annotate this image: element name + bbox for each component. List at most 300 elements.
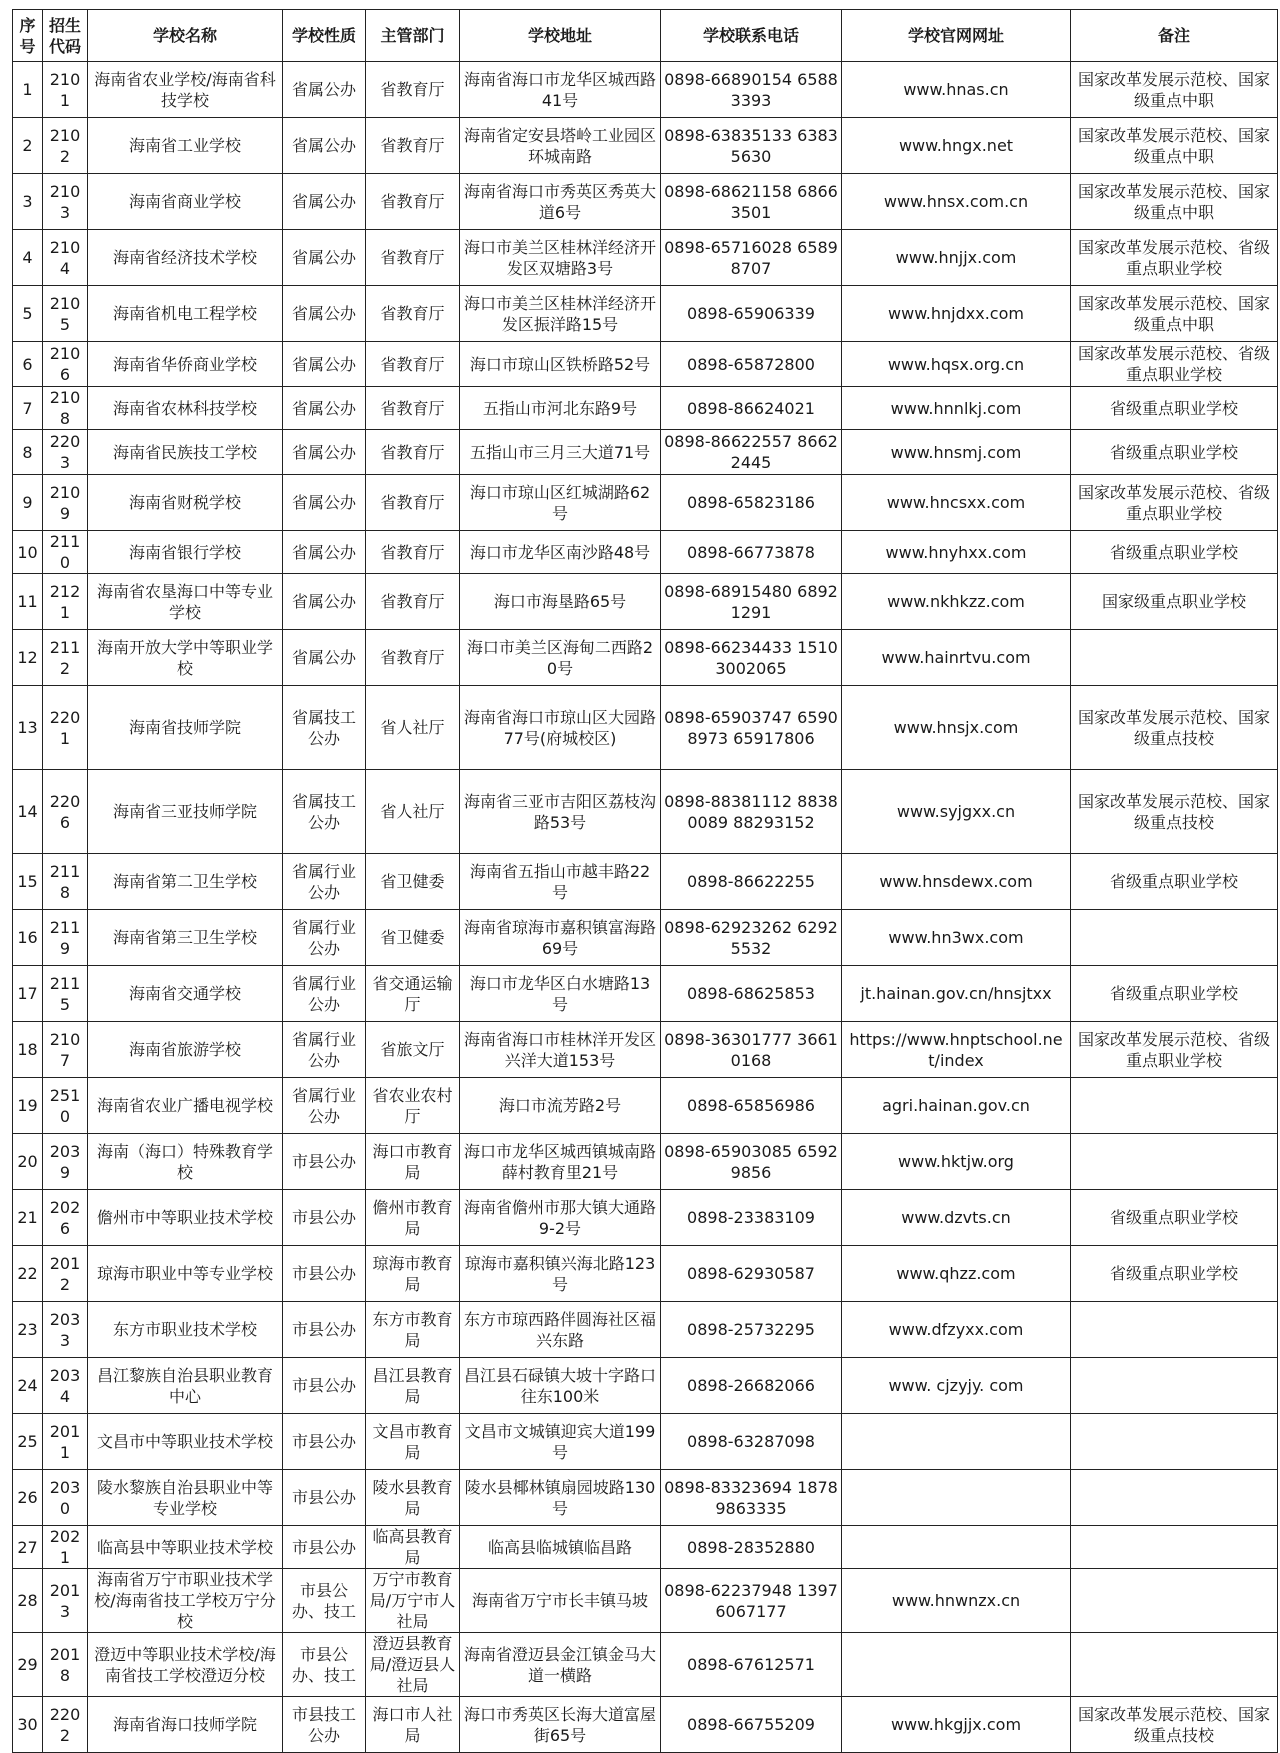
school-type-cell: 市县公办 xyxy=(283,1470,366,1526)
table-row xyxy=(13,531,1278,574)
website-cell: www.syjgxx.cn xyxy=(842,770,1071,854)
remarks-cell: 省级重点职业学校 xyxy=(1071,854,1278,910)
school-type-cell: 省属公办 xyxy=(283,230,366,286)
website-cell: www.hnsdewx.com xyxy=(842,854,1071,910)
department-cell: 省旅文厅 xyxy=(366,1022,460,1078)
table-row xyxy=(13,475,1278,531)
remarks-cell: 国家改革发展示范校、省级重点职业学校 xyxy=(1071,475,1278,531)
phone-cell: 0898-26682066 xyxy=(661,1358,842,1414)
enrollment-code-cell: 2104 xyxy=(43,230,88,286)
school-type-cell: 省属行业公办 xyxy=(283,910,366,966)
website-cell: www.hkgjjx.com xyxy=(842,1697,1071,1753)
school-name-cell: 东方市职业技术学校 xyxy=(88,1302,283,1358)
department-cell: 省教育厅 xyxy=(366,574,460,630)
website-cell: jt.hainan.gov.cn/hnsjtxx xyxy=(842,966,1071,1022)
serial-number-cell: 15 xyxy=(13,854,43,910)
department-cell: 省教育厅 xyxy=(366,630,460,686)
school-name-cell: 海南省机电工程学校 xyxy=(88,286,283,342)
remarks-cell: 国家改革发展示范校、省级重点职业学校 xyxy=(1071,1022,1278,1078)
school-type-cell: 省属公办 xyxy=(283,475,366,531)
remarks-cell: 省级重点职业学校 xyxy=(1071,1190,1278,1246)
header-phone: 学校联系电话 xyxy=(661,10,842,62)
school-name-cell: 海南省经济技术学校 xyxy=(88,230,283,286)
school-type-cell: 市县公办 xyxy=(283,1190,366,1246)
enrollment-code-cell: 2203 xyxy=(43,430,88,475)
address-cell: 海口市流芳路2号 xyxy=(460,1078,661,1134)
address-cell: 海口市琼山区红城湖路62号 xyxy=(460,475,661,531)
address-cell: 五指山市三月三大道71号 xyxy=(460,430,661,475)
address-cell: 文昌市文城镇迎宾大道199号 xyxy=(460,1414,661,1470)
table-row xyxy=(13,1302,1278,1358)
header-remarks: 备注 xyxy=(1071,10,1278,62)
enrollment-code-cell: 2119 xyxy=(43,910,88,966)
enrollment-code-cell: 2103 xyxy=(43,174,88,230)
school-type-cell: 市县公办 xyxy=(283,1302,366,1358)
phone-cell: 0898-63287098 xyxy=(661,1414,842,1470)
phone-cell: 0898-65903085 65929856 xyxy=(661,1134,842,1190)
enrollment-code-cell: 2108 xyxy=(43,387,88,430)
school-type-cell: 省属公办 xyxy=(283,531,366,574)
school-name-cell: 陵水黎族自治县职业中等专业学校 xyxy=(88,1470,283,1526)
remarks-cell xyxy=(1071,1078,1278,1134)
school-type-cell: 市县公办、技工 xyxy=(283,1569,366,1633)
website-cell: www.hnwnzx.cn xyxy=(842,1569,1071,1633)
school-name-cell: 海南省技师学院 xyxy=(88,686,283,770)
website-cell xyxy=(842,1633,1071,1697)
enrollment-code-cell: 2118 xyxy=(43,854,88,910)
remarks-cell: 省级重点职业学校 xyxy=(1071,1246,1278,1302)
department-cell: 临高县教育局 xyxy=(366,1526,460,1569)
remarks-cell: 国家改革发展示范校、国家级重点技校 xyxy=(1071,770,1278,854)
enrollment-code-cell: 2202 xyxy=(43,1697,88,1753)
website-cell: www.hnnlkj.com xyxy=(842,387,1071,430)
phone-cell: 0898-62923262 62925532 xyxy=(661,910,842,966)
remarks-cell: 国家改革发展示范校、省级重点职业学校 xyxy=(1071,342,1278,387)
school-name-cell: 海南省工业学校 xyxy=(88,118,283,174)
table-row xyxy=(13,342,1278,387)
school-name-cell: 海南省万宁市职业技术学校/海南省技工学校万宁分校 xyxy=(88,1569,283,1633)
website-cell: www.hnsjx.com xyxy=(842,686,1071,770)
remarks-cell: 国家改革发展示范校、国家级重点中职 xyxy=(1071,174,1278,230)
serial-number-cell: 27 xyxy=(13,1526,43,1569)
school-name-cell: 海南（海口）特殊教育学校 xyxy=(88,1134,283,1190)
address-cell: 海南省海口市琼山区大园路77号(府城校区) xyxy=(460,686,661,770)
department-cell: 省教育厅 xyxy=(366,286,460,342)
address-cell: 临高县临城镇临昌路 xyxy=(460,1526,661,1569)
enrollment-code-cell: 2030 xyxy=(43,1470,88,1526)
address-cell: 海口市美兰区海甸二西路20号 xyxy=(460,630,661,686)
table-row xyxy=(13,387,1278,430)
department-cell: 东方市教育局 xyxy=(366,1302,460,1358)
school-name-cell: 临高县中等职业技术学校 xyxy=(88,1526,283,1569)
department-cell: 省教育厅 xyxy=(366,430,460,475)
table-row xyxy=(13,1246,1278,1302)
remarks-cell: 国家改革发展示范校、国家级重点中职 xyxy=(1071,62,1278,118)
address-cell: 海口市美兰区桂林洋经济开发区双塘路3号 xyxy=(460,230,661,286)
table-row xyxy=(13,62,1278,118)
department-cell: 省教育厅 xyxy=(366,62,460,118)
header-address: 学校地址 xyxy=(460,10,661,62)
enrollment-code-cell: 2105 xyxy=(43,286,88,342)
serial-number-cell: 13 xyxy=(13,686,43,770)
enrollment-code-cell: 2012 xyxy=(43,1246,88,1302)
address-cell: 海南省琼海市嘉积镇富海路69号 xyxy=(460,910,661,966)
school-name-cell: 文昌市中等职业技术学校 xyxy=(88,1414,283,1470)
address-cell: 海南省三亚市吉阳区荔枝沟路53号 xyxy=(460,770,661,854)
serial-number-cell: 1 xyxy=(13,62,43,118)
enrollment-code-cell: 2021 xyxy=(43,1526,88,1569)
remarks-cell xyxy=(1071,1569,1278,1633)
serial-number-cell: 5 xyxy=(13,286,43,342)
serial-number-cell: 2 xyxy=(13,118,43,174)
school-type-cell: 市县公办、技工 xyxy=(283,1633,366,1697)
school-type-cell: 省属技工公办 xyxy=(283,770,366,854)
school-name-cell: 海南省财税学校 xyxy=(88,475,283,531)
remarks-cell: 省级重点职业学校 xyxy=(1071,387,1278,430)
serial-number-cell: 9 xyxy=(13,475,43,531)
enrollment-code-cell: 2033 xyxy=(43,1302,88,1358)
table-row xyxy=(13,686,1278,770)
school-name-cell: 海南省农业学校/海南省科技学校 xyxy=(88,62,283,118)
address-cell: 海口市海垦路65号 xyxy=(460,574,661,630)
department-cell: 琼海市教育局 xyxy=(366,1246,460,1302)
school-type-cell: 市县公办 xyxy=(283,1358,366,1414)
department-cell: 省教育厅 xyxy=(366,174,460,230)
table-row xyxy=(13,230,1278,286)
remarks-cell: 国家改革发展示范校、国家级重点技校 xyxy=(1071,1697,1278,1753)
enrollment-code-cell: 2115 xyxy=(43,966,88,1022)
phone-cell: 0898-66755209 xyxy=(661,1697,842,1753)
school-type-cell: 省属公办 xyxy=(283,62,366,118)
enrollment-code-cell: 2110 xyxy=(43,531,88,574)
department-cell: 陵水县教育局 xyxy=(366,1470,460,1526)
phone-cell: 0898-66234433 15103002065 xyxy=(661,630,842,686)
enrollment-code-cell: 2026 xyxy=(43,1190,88,1246)
table-row xyxy=(13,1470,1278,1526)
department-cell: 省卫健委 xyxy=(366,910,460,966)
school-name-cell: 海南省第二卫生学校 xyxy=(88,854,283,910)
enrollment-code-cell: 2034 xyxy=(43,1358,88,1414)
enrollment-code-cell: 2039 xyxy=(43,1134,88,1190)
remarks-cell xyxy=(1071,1470,1278,1526)
table-header-row xyxy=(13,10,1278,62)
serial-number-cell: 8 xyxy=(13,430,43,475)
school-name-cell: 海南省农业广播电视学校 xyxy=(88,1078,283,1134)
website-cell: www.hncsxx.com xyxy=(842,475,1071,531)
phone-cell: 0898-68915480 68921291 xyxy=(661,574,842,630)
table-row xyxy=(13,430,1278,475)
address-cell: 海口市龙华区城西镇城南路薛村教育里21号 xyxy=(460,1134,661,1190)
enrollment-code-cell: 2018 xyxy=(43,1633,88,1697)
school-type-cell: 省属技工公办 xyxy=(283,686,366,770)
school-name-cell: 海南省三亚技师学院 xyxy=(88,770,283,854)
serial-number-cell: 20 xyxy=(13,1134,43,1190)
department-cell: 文昌市教育局 xyxy=(366,1414,460,1470)
website-cell: www.hainrtvu.com xyxy=(842,630,1071,686)
serial-number-cell: 14 xyxy=(13,770,43,854)
school-type-cell: 省属公办 xyxy=(283,342,366,387)
school-type-cell: 市县公办 xyxy=(283,1414,366,1470)
phone-cell: 0898-68621158 68663501 xyxy=(661,174,842,230)
address-cell: 海南省儋州市那大镇大通路9-2号 xyxy=(460,1190,661,1246)
table-row xyxy=(13,286,1278,342)
address-cell: 琼海市嘉积镇兴海北路123号 xyxy=(460,1246,661,1302)
address-cell: 海南省海口市秀英区秀英大道6号 xyxy=(460,174,661,230)
school-name-cell: 海南省农林科技学校 xyxy=(88,387,283,430)
address-cell: 五指山市河北东路9号 xyxy=(460,387,661,430)
table-row xyxy=(13,1569,1278,1633)
address-cell: 海口市龙华区南沙路48号 xyxy=(460,531,661,574)
enrollment-code-cell: 2510 xyxy=(43,1078,88,1134)
school-table-container xyxy=(12,9,1278,1753)
remarks-cell xyxy=(1071,1414,1278,1470)
department-cell: 省教育厅 xyxy=(366,118,460,174)
website-cell: www.hnjdxx.com xyxy=(842,286,1071,342)
school-type-cell: 省属公办 xyxy=(283,286,366,342)
header-website: 学校官网网址 xyxy=(842,10,1071,62)
website-cell: www.dfzyxx.com xyxy=(842,1302,1071,1358)
department-cell: 儋州市教育局 xyxy=(366,1190,460,1246)
serial-number-cell: 26 xyxy=(13,1470,43,1526)
website-cell: agri.hainan.gov.cn xyxy=(842,1078,1071,1134)
school-name-cell: 昌江黎族自治县职业教育中心 xyxy=(88,1358,283,1414)
phone-cell: 0898-86622557 86622445 xyxy=(661,430,842,475)
enrollment-code-cell: 2106 xyxy=(43,342,88,387)
address-cell: 海南省五指山市越丰路22号 xyxy=(460,854,661,910)
school-type-cell: 市县公办 xyxy=(283,1134,366,1190)
address-cell: 东方市琼西路伴圆海社区福兴东路 xyxy=(460,1302,661,1358)
enrollment-code-cell: 2206 xyxy=(43,770,88,854)
department-cell: 省卫健委 xyxy=(366,854,460,910)
serial-number-cell: 30 xyxy=(13,1697,43,1753)
remarks-cell: 省级重点职业学校 xyxy=(1071,430,1278,475)
remarks-cell xyxy=(1071,1358,1278,1414)
remarks-cell: 国家改革发展示范校、国家级重点中职 xyxy=(1071,118,1278,174)
remarks-cell: 省级重点职业学校 xyxy=(1071,966,1278,1022)
table-row xyxy=(13,1022,1278,1078)
table-row xyxy=(13,630,1278,686)
school-type-cell: 省属行业公办 xyxy=(283,854,366,910)
header-school-type: 学校性质 xyxy=(283,10,366,62)
phone-cell: 0898-67612571 xyxy=(661,1633,842,1697)
phone-cell: 0898-86622255 xyxy=(661,854,842,910)
phone-cell: 0898-86624021 xyxy=(661,387,842,430)
website-cell: www.hngx.net xyxy=(842,118,1071,174)
phone-cell: 0898-65906339 xyxy=(661,286,842,342)
address-cell: 海南省定安县塔岭工业园区环城南路 xyxy=(460,118,661,174)
school-type-cell: 市县技工公办 xyxy=(283,1697,366,1753)
phone-cell: 0898-68625853 xyxy=(661,966,842,1022)
table-row xyxy=(13,966,1278,1022)
school-name-cell: 海南省华侨商业学校 xyxy=(88,342,283,387)
department-cell: 省教育厅 xyxy=(366,342,460,387)
enrollment-code-cell: 2011 xyxy=(43,1414,88,1470)
phone-cell: 0898-65716028 65898707 xyxy=(661,230,842,286)
website-cell: www.dzvts.cn xyxy=(842,1190,1071,1246)
address-cell: 海口市秀英区长海大道富屋街65号 xyxy=(460,1697,661,1753)
school-type-cell: 省属公办 xyxy=(283,387,366,430)
phone-cell: 0898-25732295 xyxy=(661,1302,842,1358)
department-cell: 海口市人社局 xyxy=(366,1697,460,1753)
school-name-cell: 海南开放大学中等职业学校 xyxy=(88,630,283,686)
remarks-cell xyxy=(1071,630,1278,686)
website-cell: www.nkhkzz.com xyxy=(842,574,1071,630)
enrollment-code-cell: 2121 xyxy=(43,574,88,630)
serial-number-cell: 12 xyxy=(13,630,43,686)
table-row xyxy=(13,854,1278,910)
school-type-cell: 省属公办 xyxy=(283,118,366,174)
department-cell: 省教育厅 xyxy=(366,387,460,430)
enrollment-code-cell: 2112 xyxy=(43,630,88,686)
address-cell: 昌江县石碌镇大坡十字路口往东100米 xyxy=(460,1358,661,1414)
school-table xyxy=(12,9,1278,1753)
school-name-cell: 海南省海口技师学院 xyxy=(88,1697,283,1753)
address-cell: 海口市龙华区白水塘路13号 xyxy=(460,966,661,1022)
school-type-cell: 省属公办 xyxy=(283,174,366,230)
department-cell: 万宁市教育局/万宁市人社局 xyxy=(366,1569,460,1633)
phone-cell: 0898-65903747 65908973 65917806 xyxy=(661,686,842,770)
school-name-cell: 儋州市中等职业技术学校 xyxy=(88,1190,283,1246)
remarks-cell: 国家改革发展示范校、国家级重点技校 xyxy=(1071,686,1278,770)
website-cell xyxy=(842,1414,1071,1470)
phone-cell: 0898-36301777 36610168 xyxy=(661,1022,842,1078)
phone-cell: 0898-65823186 xyxy=(661,475,842,531)
website-cell: www.hktjw.org xyxy=(842,1134,1071,1190)
school-name-cell: 海南省第三卫生学校 xyxy=(88,910,283,966)
department-cell: 省教育厅 xyxy=(366,531,460,574)
website-cell: www.hnyhxx.com xyxy=(842,531,1071,574)
address-cell: 海口市美兰区桂林洋经济开发区振洋路15号 xyxy=(460,286,661,342)
website-cell: www.hnjjx.com xyxy=(842,230,1071,286)
header-enrollment-code: 招生代码 xyxy=(43,10,88,62)
serial-number-cell: 16 xyxy=(13,910,43,966)
website-cell: www. cjzyjy. com xyxy=(842,1358,1071,1414)
table-row xyxy=(13,1414,1278,1470)
school-name-cell: 海南省民族技工学校 xyxy=(88,430,283,475)
school-type-cell: 省属公办 xyxy=(283,574,366,630)
serial-number-cell: 25 xyxy=(13,1414,43,1470)
serial-number-cell: 28 xyxy=(13,1569,43,1633)
department-cell: 省交通运输厅 xyxy=(366,966,460,1022)
table-row xyxy=(13,770,1278,854)
serial-number-cell: 21 xyxy=(13,1190,43,1246)
department-cell: 澄迈县教育局/澄迈县人社局 xyxy=(366,1633,460,1697)
phone-cell: 0898-66890154 65883393 xyxy=(661,62,842,118)
serial-number-cell: 22 xyxy=(13,1246,43,1302)
school-name-cell: 澄迈中等职业技术学校/海南省技工学校澄迈分校 xyxy=(88,1633,283,1697)
website-cell: https://www.hnptschool.net/index xyxy=(842,1022,1071,1078)
remarks-cell xyxy=(1071,1134,1278,1190)
table-row xyxy=(13,574,1278,630)
website-cell xyxy=(842,1526,1071,1569)
department-cell: 省农业农村厅 xyxy=(366,1078,460,1134)
table-row xyxy=(13,1358,1278,1414)
school-type-cell: 省属公办 xyxy=(283,430,366,475)
phone-cell: 0898-63835133 63835630 xyxy=(661,118,842,174)
enrollment-code-cell: 2107 xyxy=(43,1022,88,1078)
enrollment-code-cell: 2102 xyxy=(43,118,88,174)
website-cell: www.hqsx.org.cn xyxy=(842,342,1071,387)
remarks-cell: 国家改革发展示范校、国家级重点中职 xyxy=(1071,286,1278,342)
school-type-cell: 省属行业公办 xyxy=(283,1078,366,1134)
remarks-cell: 国家改革发展示范校、省级重点职业学校 xyxy=(1071,230,1278,286)
school-name-cell: 海南省商业学校 xyxy=(88,174,283,230)
phone-cell: 0898-62237948 13976067177 xyxy=(661,1569,842,1633)
table-row xyxy=(13,1633,1278,1697)
remarks-cell: 国家级重点职业学校 xyxy=(1071,574,1278,630)
table-row xyxy=(13,174,1278,230)
school-name-cell: 海南省银行学校 xyxy=(88,531,283,574)
address-cell: 海南省万宁市长丰镇马坡 xyxy=(460,1569,661,1633)
serial-number-cell: 17 xyxy=(13,966,43,1022)
serial-number-cell: 19 xyxy=(13,1078,43,1134)
remarks-cell xyxy=(1071,1526,1278,1569)
website-cell: www.hnsx.com.cn xyxy=(842,174,1071,230)
table-row xyxy=(13,118,1278,174)
serial-number-cell: 18 xyxy=(13,1022,43,1078)
school-type-cell: 市县公办 xyxy=(283,1246,366,1302)
table-row xyxy=(13,1526,1278,1569)
table-row xyxy=(13,1697,1278,1753)
school-type-cell: 省属行业公办 xyxy=(283,1022,366,1078)
address-cell: 海南省澄迈县金江镇金马大道一横路 xyxy=(460,1633,661,1697)
address-cell: 海南省海口市桂林洋开发区兴洋大道153号 xyxy=(460,1022,661,1078)
phone-cell: 0898-62930587 xyxy=(661,1246,842,1302)
department-cell: 省人社厅 xyxy=(366,686,460,770)
phone-cell: 0898-66773878 xyxy=(661,531,842,574)
department-cell: 省人社厅 xyxy=(366,770,460,854)
department-cell: 省教育厅 xyxy=(366,475,460,531)
website-cell: www.hn3wx.com xyxy=(842,910,1071,966)
website-cell xyxy=(842,1470,1071,1526)
serial-number-cell: 4 xyxy=(13,230,43,286)
table-row xyxy=(13,1078,1278,1134)
phone-cell: 0898-28352880 xyxy=(661,1526,842,1569)
address-cell: 陵水县椰林镇扇园坡路130号 xyxy=(460,1470,661,1526)
address-cell: 海口市琼山区铁桥路52号 xyxy=(460,342,661,387)
school-type-cell: 市县公办 xyxy=(283,1526,366,1569)
phone-cell: 0898-65856986 xyxy=(661,1078,842,1134)
header-department: 主管部门 xyxy=(366,10,460,62)
remarks-cell xyxy=(1071,910,1278,966)
serial-number-cell: 3 xyxy=(13,174,43,230)
school-type-cell: 省属公办 xyxy=(283,630,366,686)
school-type-cell: 省属行业公办 xyxy=(283,966,366,1022)
remarks-cell: 省级重点职业学校 xyxy=(1071,531,1278,574)
serial-number-cell: 23 xyxy=(13,1302,43,1358)
enrollment-code-cell: 2101 xyxy=(43,62,88,118)
table-row xyxy=(13,1134,1278,1190)
department-cell: 省教育厅 xyxy=(366,230,460,286)
header-serial-number: 序号 xyxy=(13,10,43,62)
phone-cell: 0898-83323694 18789863335 xyxy=(661,1470,842,1526)
remarks-cell xyxy=(1071,1302,1278,1358)
address-cell: 海南省海口市龙华区城西路41号 xyxy=(460,62,661,118)
phone-cell: 0898-65872800 xyxy=(661,342,842,387)
serial-number-cell: 6 xyxy=(13,342,43,387)
remarks-cell xyxy=(1071,1633,1278,1697)
school-name-cell: 海南省旅游学校 xyxy=(88,1022,283,1078)
enrollment-code-cell: 2109 xyxy=(43,475,88,531)
header-school-name: 学校名称 xyxy=(88,10,283,62)
table-row xyxy=(13,910,1278,966)
serial-number-cell: 24 xyxy=(13,1358,43,1414)
department-cell: 昌江县教育局 xyxy=(366,1358,460,1414)
enrollment-code-cell: 2201 xyxy=(43,686,88,770)
phone-cell: 0898-88381112 88380089 88293152 xyxy=(661,770,842,854)
table-row xyxy=(13,1190,1278,1246)
website-cell: www.hnas.cn xyxy=(842,62,1071,118)
